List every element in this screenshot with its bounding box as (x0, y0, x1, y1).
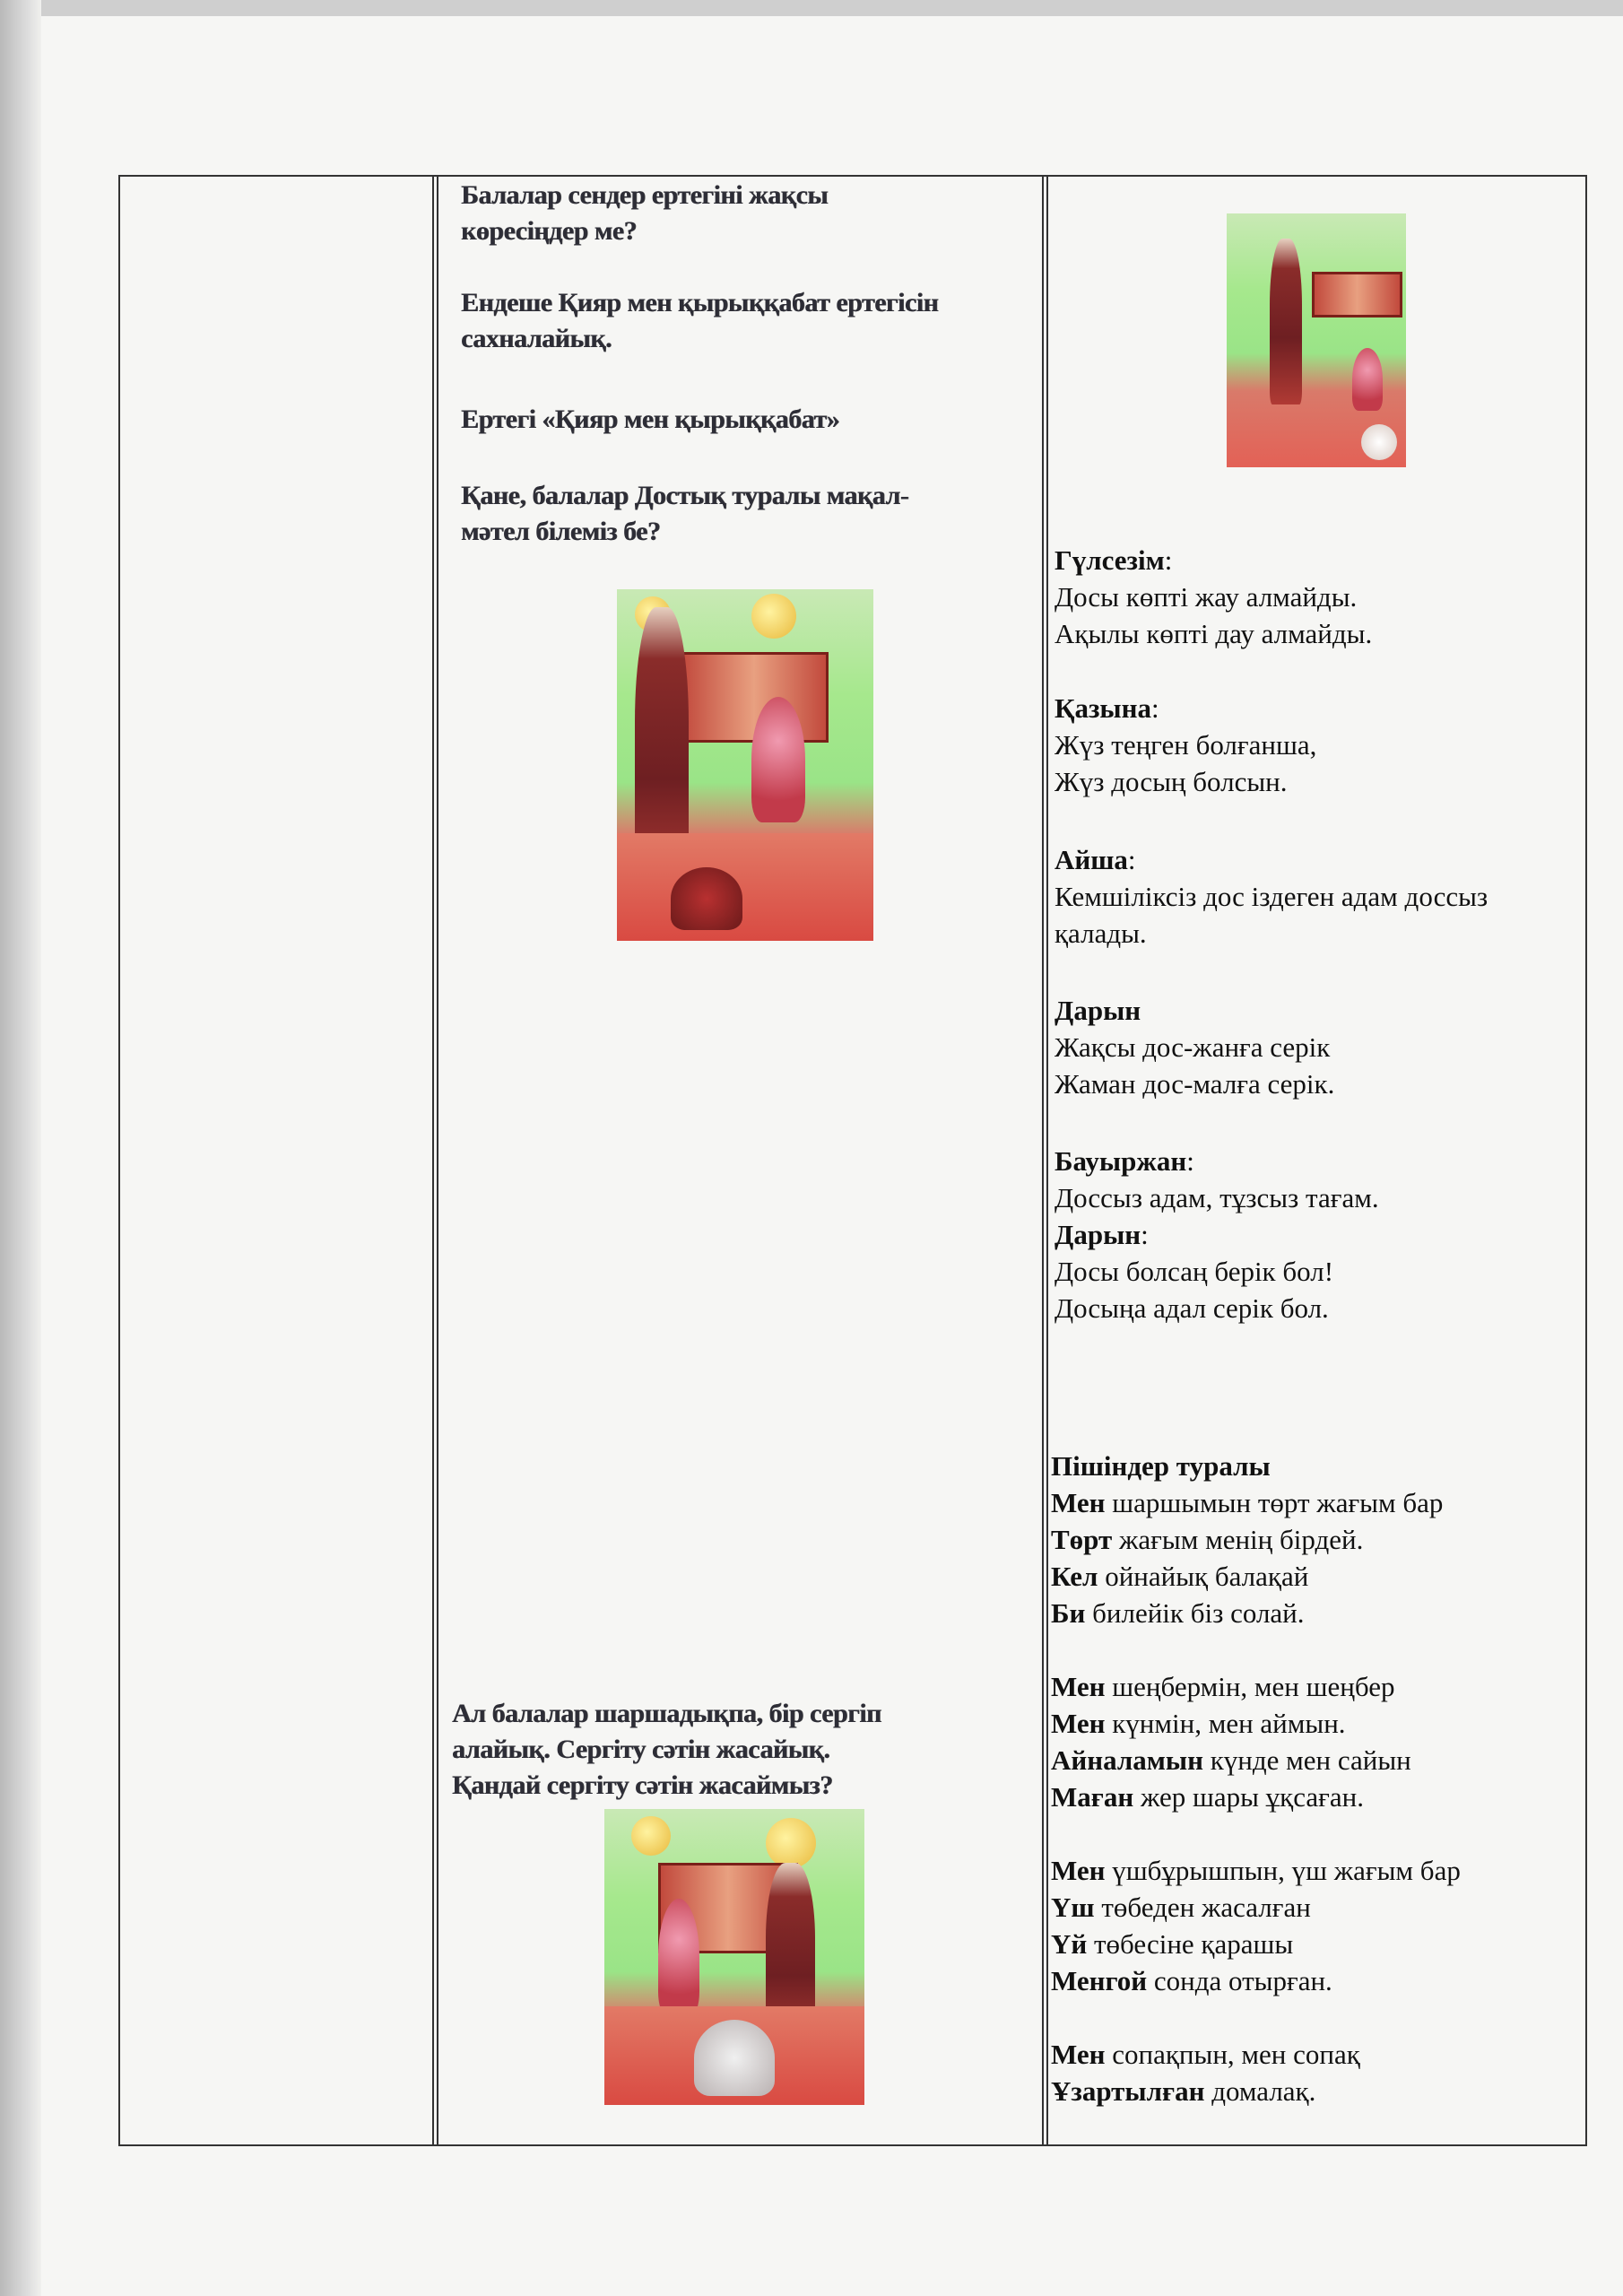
poem-shapes: Пішіндер туралы Мен шаршымын төрт жағым бар Төрт жағым менің бірдей. Кел ойнайық балақай Би билейік біз солай. Мен шеңбермін, мен шеңбер Мен күнмін, мен аймын. Айналамын күнде мен сайын Маған жер шары ұқсаған. Мен үшбұрышпын, үш жағым бар Үш төбеден жасалған Үй төбесіне қарашы Менгой сонда отырған. Мен сопақпын, мен сопақ Ұзартылған домалақ. (1051, 1450, 1461, 2107)
proverb-daryn: Дарын Жақсы дос-жанға серік Жаман дос-малға серік. (1055, 995, 1335, 1100)
question-proverbs: Қане, балалар Достық туралы мақал- мәтел білеміз бе? (461, 481, 909, 546)
column-divider-2 (1042, 177, 1044, 2144)
proverb-daryn-2: Дарын: Досы болсаң берік бол! Досыңа адал серік бол. (1055, 1219, 1334, 1324)
question-fairytale: Балалар сендер ертегіні жақсы көресіңдер ме? (461, 180, 829, 246)
instruction-stage-fairytale: Ендеше Қияр мен қырыққабат ертегісін сахналайық. (461, 288, 939, 353)
scan-edge-top (0, 0, 1623, 16)
scan-edge-left (0, 0, 41, 2296)
classroom-photo-3 (604, 1809, 864, 2105)
column-divider-1-double (437, 177, 438, 2144)
classroom-photo-2 (617, 589, 873, 941)
proverb-gulsezim: Гүлсезім: Досы көпті жау алмайды. Ақылы көпті дау алмайды. (1055, 544, 1373, 649)
column-divider-2-double (1046, 177, 1048, 2144)
classroom-photo-1 (1227, 213, 1406, 467)
proverb-aisha: Айша: Кемшіліксіз дос іздеген адам доссыз қалады. (1055, 844, 1488, 949)
fairytale-title: Ертегі «Қияр мен қырыққабат» (461, 404, 840, 434)
column-divider-1 (432, 177, 434, 2144)
proverb-bauyrzhan: Бауыржан: Доссыз адам, тұзсыз тағам. (1055, 1145, 1379, 1213)
proverb-kazyna: Қазына: Жүз теңген болғанша, Жүз досың болсын. (1055, 692, 1317, 797)
instruction-warmup: Ал балалар шаршадықпа, бір сергіп алайық. Сергіту сәтін жасайық. Қандай сергіту сәтін жасаймыз? (452, 1699, 881, 1800)
